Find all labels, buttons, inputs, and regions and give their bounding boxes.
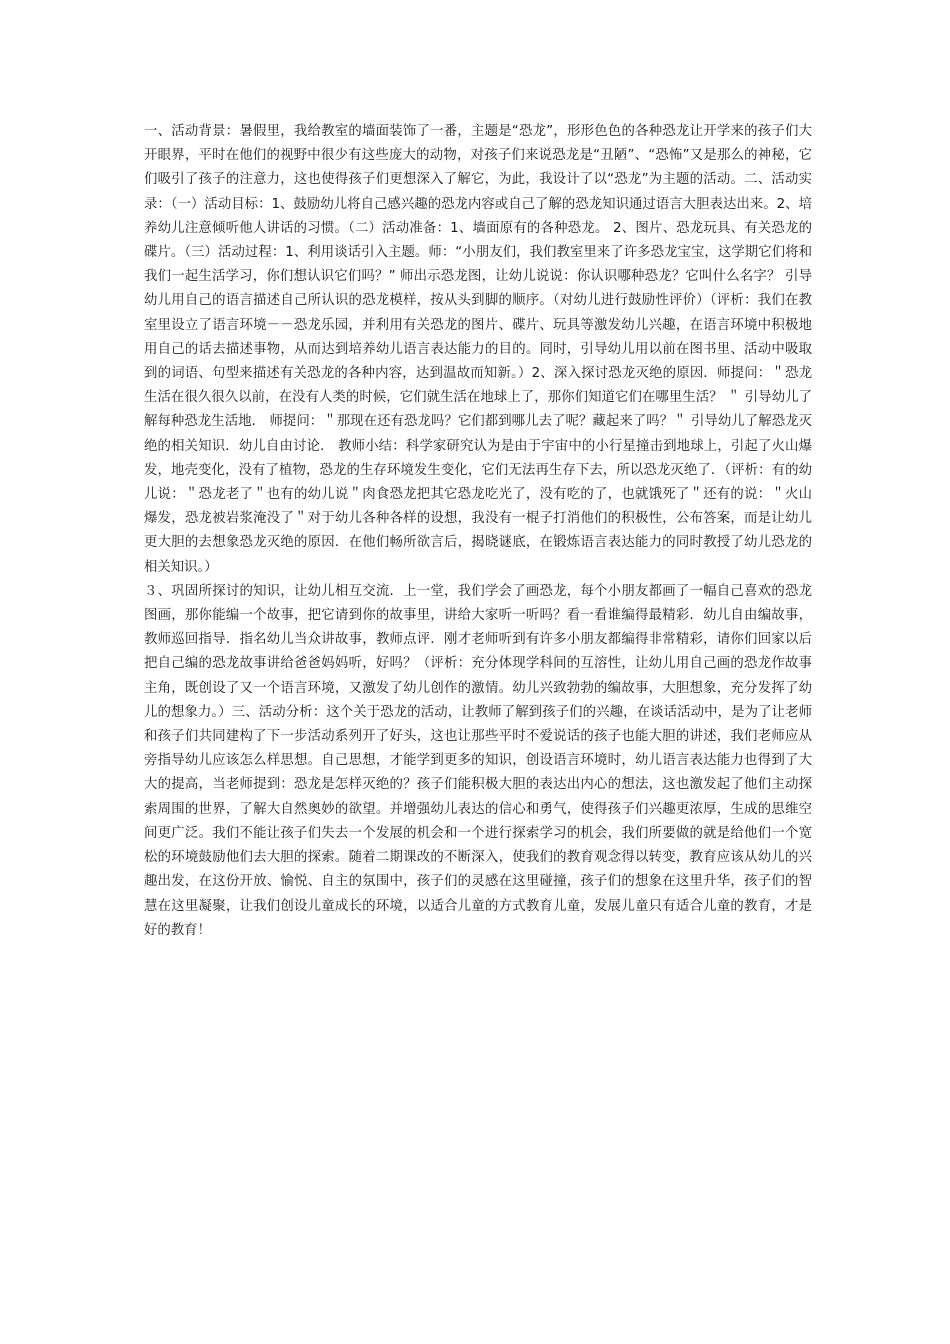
document-body — [144, 120, 812, 943]
paragraph-activity-record: 一、活动背景：暑假里，我给教室的墙面装饰了一番，主题是“恐龙”，形形色色的各种恐龙让开学来的孩子们大开眼界，平时在他们的视野中很少有这些庞大的动物，对孩子们来说恐龙是“丑陋”、“恐怖”又是那么的神秘，它们吸引了孩子的注意力，这也使得孩子们更想深入了解它，为此，我设计了以“恐龙”为主题的活动。二、活动实录：（一）活动目标：1、鼓励幼儿将自己感兴趣的恐龙内容或自己了解的恐龙知识通过语言大胆表达出来。2、培养幼儿注意倾听他人讲话的习惯。（二）活动准备：1、墙面原有的各种恐龙。 2、图片、恐龙玩具、有关恐龙的碟片。（三）活动过程：1、利用谈话引入主题。师：“小朋友们，我们教室里来了许多恐龙宝宝，这学期它们将和我们一起生活学习，你们想认识它们吗？” 师出示恐龙图，让幼儿说说：你认识哪种恐龙？它叫什么名字？ 引导幼儿用自己的语言描述自己所认识的恐龙模样，按从头到脚的顺序。（对幼儿进行鼓励性评价）（评析：我们在教室里设立了语言环境－－恐龙乐园，并利用有关恐龙的图片、碟片、玩具等激发幼儿兴趣，在语言环境中积极地用自己的话去描述事物，从而达到培养幼儿语言表达能力的目的。同时，引导幼儿用以前在图书里、活动中吸取到的词语、句型来描述有关恐龙的各种内容，达到温故而知新。）2、深入探讨恐龙灭绝的原因．师提问：＂恐龙生活在很久很久以前，在没有人类的时候，它们就生活在地球上了，那你们知道它们在哪里生活？ ＂ 引导幼儿了解每种恐龙生活地． 师提问：＂那现在还有恐龙吗？它们都到哪儿去了呢？藏起来了吗？＂ 引导幼儿了解恐龙灭绝的相关知识．幼儿自由讨论． 教师小结：科学家研究认为是由于宇宙中的小行星撞击到地球上，引起了火山爆发，地壳变化，没有了植物，恐龙的生存环境发生变化，它们无法再生存下去，所以恐龙灭绝了．（评析：有的幼儿说：＂恐龙老了＂也有的幼儿说＂肉食恐龙把其它恐龙吃光了，没有吃的了，也就饿死了＂还有的说：＂火山爆发，恐龙被岩浆淹没了＂对于幼儿各种各样的设想，我没有一棍子打消他们的积极性，公布答案，而是让幼儿更大胆的去想象恐龙灭绝的原因．在他们畅所欲言后，揭晓谜底，在锻炼语言表达能力的同时教授了幼儿恐龙的相关知识。） — [144, 124, 812, 575]
paragraph-activity-analysis: ３、巩固所探讨的知识，让幼儿相互交流．上一堂，我们学会了画恐龙，每个小朋友都画了一幅自己喜欢的恐龙图画，那你能编一个故事，把它请到你的故事里，讲给大家听一听吗？看一看谁编得最精彩．幼儿自由编故事，教师巡回指导．指名幼儿当众讲故事，教师点评．刚才老师听到有许多小朋友都编得非常精彩，请你们回家以后把自己编的恐龙故事讲给爸爸妈妈听，好吗？（评析：充分体现学科间的互溶性，让幼儿用自己画的恐龙作故事主角，既创设了又一个语言环境，又激发了幼儿创作的激情。幼儿兴致勃勃的编故事，大胆想象，充分发挥了幼儿的想象力。）三、活动分析：这个关于恐龙的活动，让教师了解到孩子们的兴趣，在谈话活动中，是为了让老师和孩子们共同建构了下一步活动系列开了好头，这也让那些平时不爱说话的孩子也能大胆的讲述，我们老师应从旁指导幼儿应该怎么样思想。自己思想，才能学到更多的知识，创设语言环境时，幼儿语言表达能力也得到了大大的提高，当老师提到：恐龙是怎样灭绝的？孩子们能积极大胆的表达出内心的想法，这也激发起了他们主动探索周围的世界，了解大自然奥妙的欲望。并增强幼儿表达的信心和勇气，使得孩子们兴趣更浓厚，生成的思维空间更广泛。我们不能让孩子们失去一个发展的机会和一个进行探索学习的机会，我们所要做的就是给他们一个宽松的环境鼓励他们去大胆的探索。随着二期课改的不断深入，使我们的教育观念得以转变，教育应该从幼儿的兴趣出发，在这份开放、愉悦、自主的氛围中，孩子们的灵感在这里碰撞，孩子们的想象在这里升华，孩子们的智慧在这里凝聚，让我们创设儿童成长的环境，以适合儿童的方式教育儿童，发展儿童只有适合儿童的教育，才是好的教育！ — [144, 583, 812, 938]
